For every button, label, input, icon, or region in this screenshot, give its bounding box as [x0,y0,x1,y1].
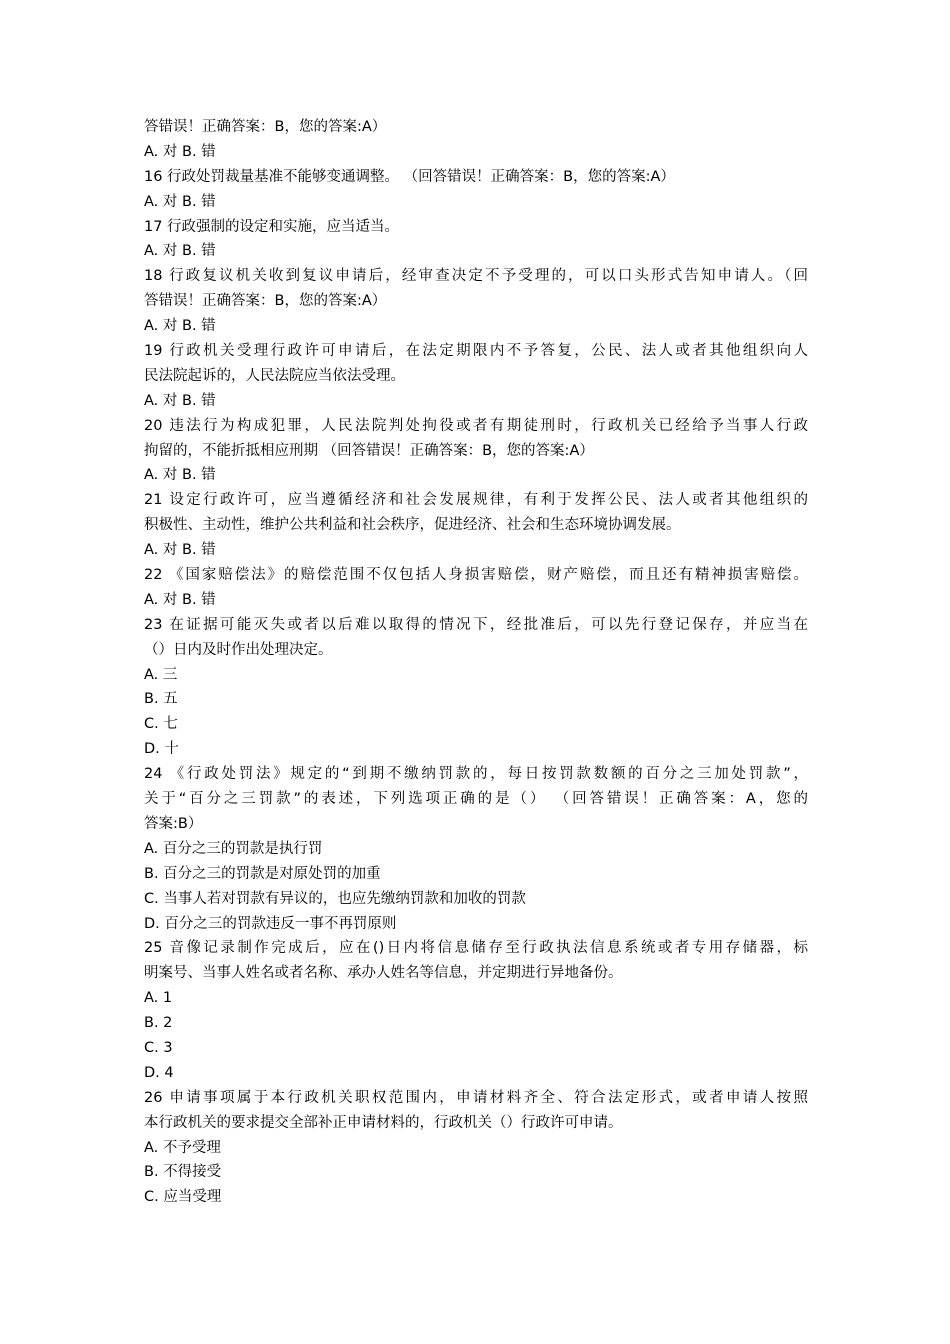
question-23-cont: （）日内及时作出处理决定。 [144,641,333,658]
option-a: A. 三 [144,666,178,683]
question-18-cont: 答错误！正确答案：B，您的答案:A） [144,293,387,310]
question-24-cont: 答案:B） [144,815,203,832]
question-17: 17 行政强制的设定和实施，应当适当。 [144,218,400,235]
option-c: C. 3 [144,1039,173,1056]
options-line: A. 对 B. 错 [144,542,216,559]
options-line: A. 对 B. 错 [144,193,216,210]
option-b: B. 2 [144,1015,173,1032]
text-line: 答错误！正确答案：B，您的答案:A） [144,119,387,135]
question-25: 25 音像记录制作完成后，应在()日内将信息储存至行政执法信息系统或者专用存储器，标 [144,940,808,957]
option-c: C. 七 [144,716,178,733]
option-b: B. 五 [144,691,178,708]
option-b: B. 不得接受 [144,1164,222,1181]
option-c: C. 当事人若对罚款有异议的，也应先缴纳罚款和加收的罚款 [144,890,526,907]
question-24: 24 《行政处罚法》规定的“到期不缴纳罚款的，每日按罚款数额的百分之三加处罚款”， [144,766,808,783]
question-18: 18 行政复议机关收到复议申请后，经审查决定不予受理的，可以口头形式告知申请人。（回 [144,268,808,285]
option-a: A. 1 [144,990,173,1007]
question-16: 16 行政处罚裁量基准不能够变通调整。 （回答错误！正确答案：B，您的答案:A） [144,168,675,185]
question-25-cont: 明案号、当事人姓名或者名称、承办人姓名等信息，并定期进行异地备份。 [144,965,623,982]
document-page [144,115,808,1210]
options-line: A. 对 B. 错 [144,318,216,335]
option-d: D. 百分之三的罚款违反一事不再罚原则 [144,915,397,932]
option-b: B. 百分之三的罚款是对原处罚的加重 [144,865,381,882]
option-d: D. 4 [144,1064,174,1081]
question-19-cont: 民法院起诉的，人民法院应当依法受理。 [144,367,405,384]
option-a: A. 不予受理 [144,1139,221,1156]
option-c: C. 应当受理 [144,1189,222,1206]
option-a: A. 百分之三的罚款是执行罚 [144,840,323,857]
options-line: A. 对 B. 错 [144,591,216,608]
question-22: 22 《国家赔偿法》的赔偿范围不仅包括人身损害赔偿，财产赔偿，而且还有精神损害赔偿。 [144,567,808,584]
question-26-cont: 本行政机关的要求提交全部补正申请材料的，行政机关（）行政许可申请。 [144,1114,623,1131]
question-19: 19 行政机关受理行政许可申请后，在法定期限内不予答复，公民、法人或者其他组织向人 [144,343,808,360]
options-line: A. 对 B. 错 [144,143,216,160]
question-20: 20 违法行为构成犯罪，人民法院判处拘役或者有期徒刑时，行政机关已经给予当事人行政 [144,417,808,434]
question-24-cont: 关于“百分之三罚款”的表述，下列选项正确的是（） （回答错误！正确答案：A，您的 [144,791,808,808]
option-d: D. 十 [144,741,179,758]
options-line: A. 对 B. 错 [144,467,216,484]
question-23: 23 在证据可能灭失或者以后难以取得的情况下，经批准后，可以先行登记保存，并应当在 [144,616,808,633]
question-21: 21 设定行政许可，应当遵循经济和社会发展规律，有利于发挥公民、法人或者其他组织的 [144,492,808,509]
options-line: A. 对 B. 错 [144,392,216,409]
question-26: 26 申请事项属于本行政机关职权范围内，申请材料齐全、符合法定形式，或者申请人按照 [144,1089,808,1106]
options-line: A. 对 B. 错 [144,243,216,260]
question-21-cont: 积极性、主动性，维护公共利益和社会秩序，促进经济、社会和生态环境协调发展。 [144,517,681,534]
question-20-cont: 拘留的，不能折抵相应刑期 （回答错误！正确答案：B，您的答案:A） [144,442,594,459]
